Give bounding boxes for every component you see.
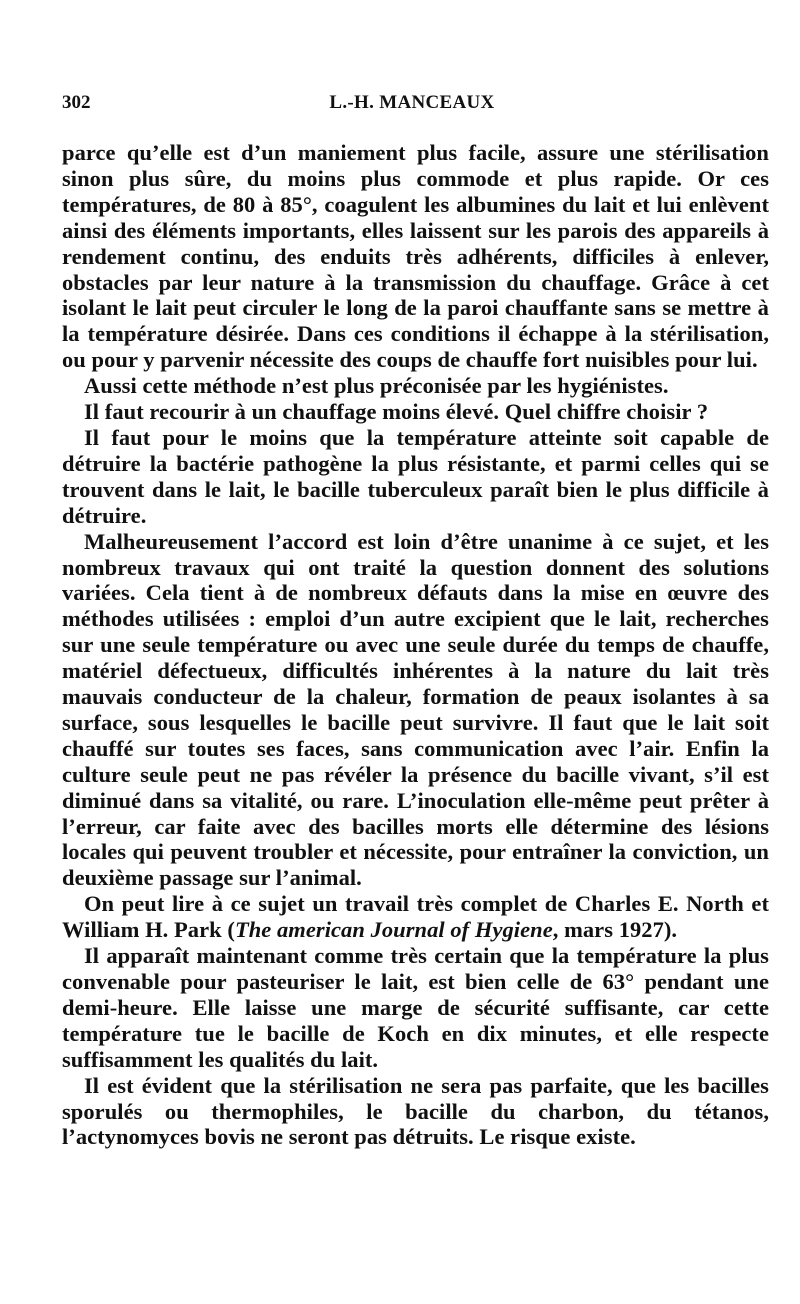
page-number: 302 bbox=[62, 92, 91, 113]
running-head: L.-H. MANCEAUX bbox=[329, 92, 495, 113]
paragraph-continued: parce qu’elle est d’un maniement plus facile, assure une stérilisation sinon plus sûre, du moins plus commode et plus rapide. Or ces températures, de 80 à 85°, coagulent les albumines du lait et lui enlèvent ainsi des éléments importants, elles laissent sur les parois des appareils à rendement continu, des enduits très adhérents, difficiles à enlever, obstacles par leur nature à la transmission du chauffage. Grâce à cet isolant le lait peut circuler le long de la paroi chauffante sans se mettre à la température désirée. Dans ces conditions il échappe à la stérilisation, ou pour y parvenir nécessite des coups de chauffe fort nuisibles pour lui. bbox=[62, 140, 769, 373]
page-header bbox=[62, 92, 762, 118]
body-text bbox=[62, 140, 769, 1150]
journal-title: The american Journal of Hygiene bbox=[234, 917, 553, 943]
paragraph: Il faut recourir à un chauffage moins élevé. Quel chiffre choisir ? bbox=[84, 399, 709, 425]
paragraph: Il apparaît maintenant comme très certain que la température la plus convenable pour pasteuriser le lait, est bien celle de 63° pendant une demi-heure. Elle laisse une marge de sécurité suffisante, car cette température tue le bacille de Koch en dix minutes, et elle respecte suffisamment les qualités du lait. bbox=[62, 943, 769, 1072]
paragraph-citation bbox=[62, 891, 769, 943]
citation-text-before: On peut lire à ce sujet un travail très complet de Charles E. North et William H. Park ( bbox=[62, 891, 769, 943]
paragraph: Il faut pour le moins que la température atteinte soit capable de détruire la bactérie pathogène la plus résistante, et parmi celles qui se trouvent dans le lait, le bacille tuberculeux paraît bien le plus difficile à détruire. bbox=[62, 424, 769, 528]
paragraph: Malheureusement l’accord est loin d’être unanime à ce sujet, et les nombreux travaux qui ont traité la question donnent des solutions variées. Cela tient à de nombreux défauts dans la mise en œuvre des méthodes utilisées : emploi d’un autre excipient que le lait, recherches sur une seule température ou avec une seule durée du temps de chauffe, matériel défectueux, difficultés inhérentes à la nature du lait très mauvais conducteur de la chaleur, formation de peaux isolantes à sa surface, sous lesquelles le bacille peut survivre. Il faut que le lait soit chauffé sur toutes ses faces, sans communication avec l’air. Enfin la culture seule peut ne pas révéler la présence du bacille vivant, s’il est diminué dans sa vitalité, ou rare. L’inoculation elle-même peut prêter à l’erreur, car faite avec des bacilles morts elle détermine des lésions locales qui peuvent troubler et nécessite, pour entraîner la conviction, un deuxième passage sur l’animal. bbox=[62, 528, 769, 891]
paragraph: Aussi cette méthode n’est plus préconisée par les hygiénistes. bbox=[84, 373, 669, 399]
citation-text-after: , mars 1927). bbox=[552, 917, 678, 943]
paragraph: Il est évident que la stérilisation ne sera pas parfaite, que les bacilles sporulés ou thermophiles, le bacille du charbon, du tétanos, l’actynomyces bovis ne seront pas détruits. Le risque existe. bbox=[62, 1072, 769, 1150]
